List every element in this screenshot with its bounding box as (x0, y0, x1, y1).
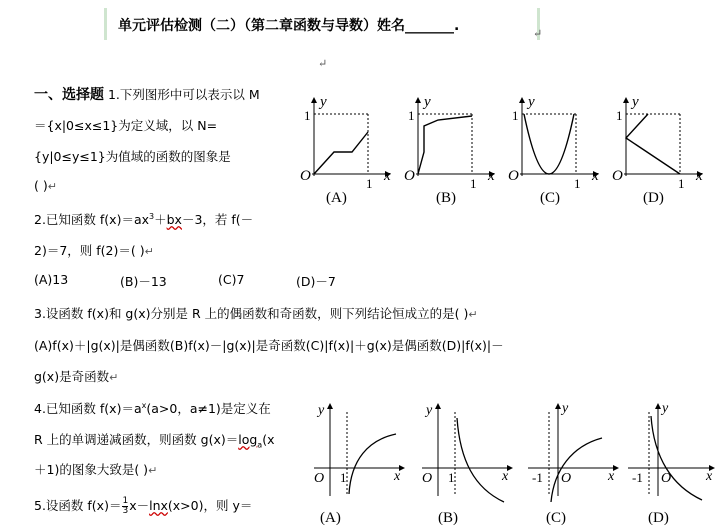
graph-2d (628, 401, 714, 500)
origin-label: O (661, 471, 672, 486)
caption-2d: (D) (648, 510, 669, 526)
caption-a: (A) (326, 190, 347, 206)
origin-label: O (300, 168, 311, 184)
x-axis-label: x (488, 168, 495, 184)
question-2-line-1: 2.已知函数 $f(x)=ax^3+bx-3$，若 f(－ (34, 211, 254, 227)
origin-label: O (561, 471, 572, 486)
tick-label-x-1: 1 (470, 176, 477, 191)
graph-c (508, 94, 599, 191)
x-axis-label: x (696, 168, 703, 184)
origin-label: O (612, 168, 623, 184)
x-axis-label: x (592, 168, 599, 184)
question-4-line-1: 4.已知函数 $f(x)=a^x(a>0$，a≠1)是定义在 (34, 400, 271, 416)
graph-d (612, 94, 703, 191)
origin-label: O (404, 168, 415, 184)
y-axis-label: y (426, 403, 433, 418)
tick-label-x-1: 1 (366, 176, 373, 191)
question-4-line-3: ＋1)的图象大致是( )↵ (34, 462, 158, 477)
y-axis-label: y (528, 94, 535, 110)
question-2-option-b: (B)－13 (120, 274, 167, 289)
caption-d: (D) (643, 190, 664, 206)
origin-label: O (508, 168, 519, 184)
x-axis-label: x (706, 469, 713, 484)
origin-label: O (422, 471, 433, 486)
tick-label-x-1: 1 (574, 176, 581, 191)
question-2-option-d: (D)－7 (296, 274, 336, 289)
y-axis-label: y (632, 94, 639, 110)
question-3-line-3: g(x)是奇函数↵ (34, 369, 119, 384)
section-heading: 一、选择题 (34, 87, 104, 103)
caption-c: (C) (540, 190, 560, 206)
tick-label-x-1: 1 (678, 176, 685, 191)
graph-2b (422, 403, 512, 502)
question-2-option-c: (C)7 (218, 272, 245, 287)
tick-label-1: 1 (448, 470, 455, 485)
graph-2c (528, 401, 618, 502)
y-axis-label: y (424, 94, 431, 110)
tick-label-y-1: 1 (304, 108, 311, 123)
x-axis-label: x (384, 168, 391, 184)
question-2-option-a: (A)13 (34, 272, 69, 287)
graph-2a (314, 403, 404, 496)
caption-2c: (C) (546, 510, 566, 526)
question-2-line-2: 2)＝7，则 f(2)＝( )↵ (34, 243, 154, 258)
y-axis-label: y (320, 94, 327, 110)
paragraph-mark: ↵ (318, 57, 328, 70)
question-1-line-3: {y|0≤y≤1}为值域的函数的图象是 (34, 149, 231, 164)
document-title: 单元评估检测（二）（第二章函数与导数）姓名_______. (118, 18, 460, 34)
question-5-line-1: 5.设函数 f(x)＝ $\frac{1}{3}$ x－lnx(x>0)，则 y＝ (34, 496, 253, 516)
tick-label-neg-1: -1 (632, 470, 643, 485)
x-axis-label: x (608, 469, 615, 484)
y-axis-label: y (662, 401, 669, 416)
origin-label: O (314, 471, 325, 486)
y-axis-label: y (318, 403, 325, 418)
y-axis-label: y (562, 401, 569, 416)
tick-label-1: 1 (340, 470, 347, 485)
x-axis-label: x (502, 469, 509, 484)
paragraph-mark: ↵ (533, 27, 543, 40)
caption-b: (B) (436, 190, 456, 206)
tick-label-y-1: 1 (616, 108, 623, 123)
fraction-one-third: $\frac{1}{3}$ (122, 496, 129, 516)
graph-a (300, 94, 391, 191)
question-3-line-1: 3.设函数 f(x)和 g(x)分别是 R 上的偶函数和奇函数，则下列结论恒成立的是( )↵ (34, 306, 478, 321)
caption-2a: (A) (320, 510, 341, 526)
x-axis-label: x (394, 469, 401, 484)
question-1-line-4: ( )↵ (34, 178, 57, 193)
tick-label-y-1: 1 (408, 108, 415, 123)
tick-label-neg-1: -1 (532, 470, 543, 485)
function-graphs-set-2 (300, 398, 717, 516)
caption-2b: (B) (438, 510, 458, 526)
graph-b (404, 94, 495, 191)
question-4-line-2: R 上的单调递减函数，则函数 $g(x)=\log_a(x$ (34, 432, 275, 450)
question-1-line-1: 一、选择题 1.下列图形中可以表示以 M (34, 87, 260, 103)
question-3-line-2: (A)f(x)＋|g(x)|是偶函数(B)f(x)－|g(x)|是奇函数(C)|f(x)|＋g(x)是偶函数(D)|f(x)|－ (34, 338, 504, 353)
question-1-line-2: ＝{x|0≤x≤1}为定义域，以 N= (34, 118, 218, 133)
tick-label-y-1: 1 (512, 108, 519, 123)
